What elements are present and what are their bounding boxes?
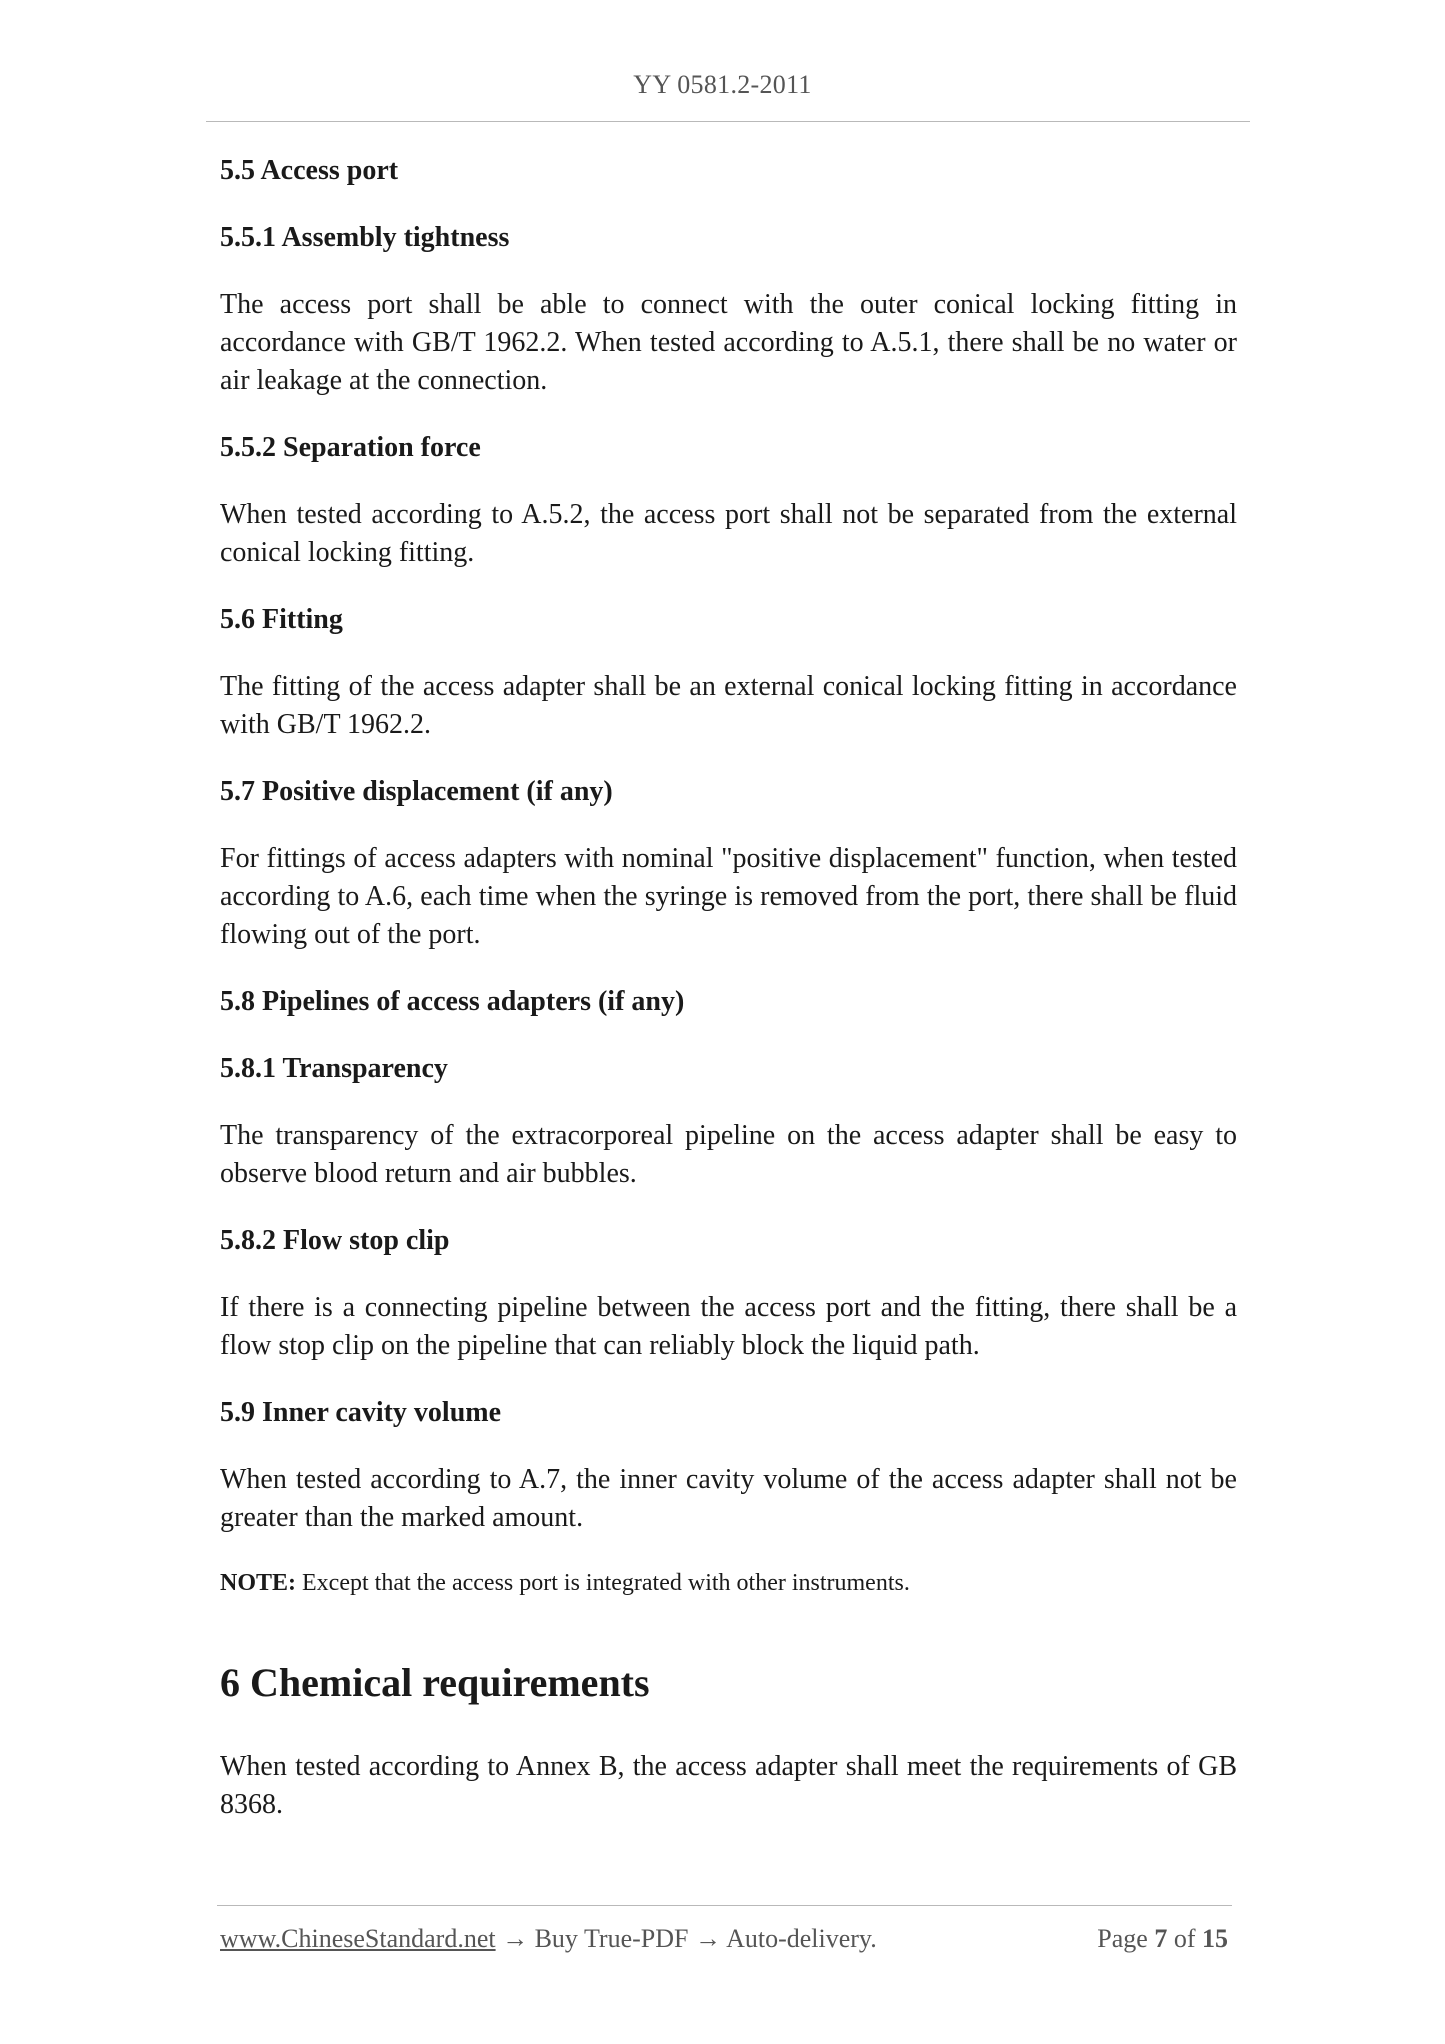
heading-6: 6 Chemical requirements (220, 1660, 650, 1705)
paragraph-5-5-1: The access port shall be able to connect with the outer conical locking fitting in accordance with GB/T 1962.2. When tested according to A.5.1, there shall be no water or air leakage at the connection. (220, 289, 1237, 396)
header-divider (206, 121, 1250, 122)
heading-5-5-2: 5.5.2 Separation force (220, 432, 481, 463)
site-link[interactable]: www.ChineseStandard.net (220, 1924, 496, 1953)
page-label: Page (1097, 1924, 1155, 1953)
paragraph-5-7: For fittings of access adapters with nominal "positive displacement" function, when tested according to A.6, each time when the syringe is removed from the port, there shall be fluid flowing out of the port. (220, 843, 1237, 950)
heading-5-6: 5.6 Fitting (220, 604, 343, 635)
paragraph-5-8-1: The transparency of the extracorporeal pipeline on the access adapter shall be easy to observe blood return and air bubbles. (220, 1120, 1237, 1189)
page-header-doc-id: YY 0581.2-2011 (633, 70, 812, 99)
auto-delivery-text: Auto-delivery. (726, 1924, 877, 1953)
page-total: 15 (1202, 1924, 1228, 1953)
heading-5-8-2: 5.8.2 Flow stop clip (220, 1225, 450, 1256)
of-label: of (1167, 1924, 1202, 1953)
footer-divider (217, 1905, 1232, 1906)
arrow-right-icon: → (495, 1924, 535, 1953)
paragraph-5-5-2: When tested according to A.5.2, the access port shall not be separated from the external conical locking fitting. (220, 499, 1237, 568)
document-body (220, 152, 1237, 1853)
note (220, 1566, 1237, 1600)
paragraph-5-6: The fitting of the access adapter shall be an external conical locking fitting in accordance with GB/T 1962.2. (220, 671, 1237, 740)
buy-true-pdf-link[interactable]: Buy True-PDF (534, 1924, 689, 1953)
heading-5-7: 5.7 Positive displacement (if any) (220, 776, 613, 807)
paragraph-5-9: When tested according to A.7, the inner cavity volume of the access adapter shall not be greater than the marked amount. (220, 1464, 1237, 1533)
heading-5-5: 5.5 Access port (220, 155, 399, 186)
page-current: 7 (1154, 1924, 1168, 1953)
heading-5-5-1: 5.5.1 Assembly tightness (220, 222, 510, 253)
heading-5-8: 5.8 Pipelines of access adapters (if any) (220, 986, 685, 1017)
heading-5-9: 5.9 Inner cavity volume (220, 1397, 502, 1428)
paragraph-5-8-2: If there is a connecting pipeline between the access port and the fitting, there shall be a flow stop clip on the pipeline that can reliably block the liquid path. (220, 1292, 1237, 1361)
paragraph-6: When tested according to Annex B, the access adapter shall meet the requirements of GB 8368. (220, 1751, 1237, 1820)
note-text: Except that the access port is integrated with other instruments. (296, 1570, 910, 1596)
footer-links (220, 1924, 877, 1954)
page-number (1097, 1924, 1228, 1954)
arrow-right-icon: → (688, 1924, 727, 1953)
note-label: NOTE: (220, 1570, 297, 1596)
heading-5-8-1: 5.8.1 Transparency (220, 1053, 448, 1084)
